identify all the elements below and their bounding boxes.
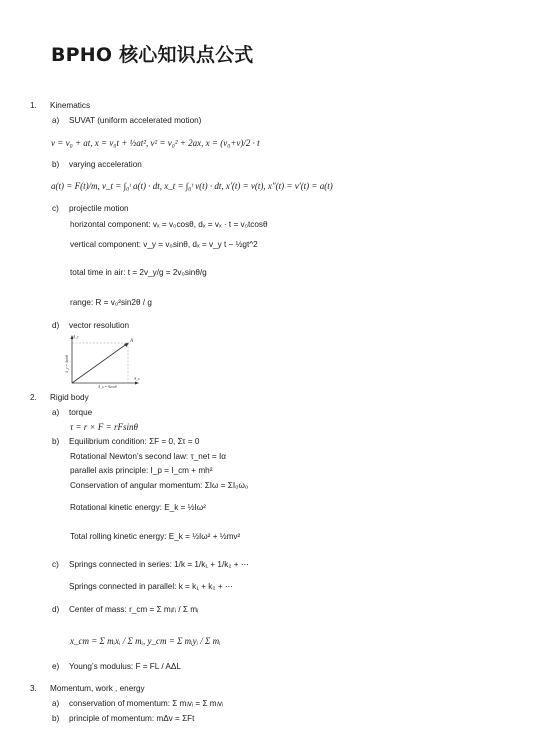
section-heading-rigid-body: Rigid body <box>50 393 89 402</box>
formula-rotational-ke: Rotational kinetic energy: E_k = ½Iω² <box>70 503 206 512</box>
formula-youngs-modulus: Young’s modulus: F = FL / AΔL <box>69 662 181 671</box>
item-marker: e) <box>52 662 60 671</box>
item-label-vector-resolution: vector resolution <box>69 321 130 330</box>
item-marker: d) <box>52 605 60 614</box>
item-marker: a) <box>52 116 60 125</box>
page-title: BPHO 核心知识点公式 <box>51 44 254 66</box>
section-number: 1. <box>30 101 37 110</box>
vector-label: A <box>130 339 134 344</box>
formula-range: range: R = v₀²sin2θ / g <box>70 298 152 307</box>
vx-label: A_x = Acosθ <box>98 385 117 389</box>
item-marker: a) <box>52 408 60 417</box>
formula-springs-series: Springs connected in series: 1/k = 1/k₁ + 1/k₂ + ⋯ <box>69 560 250 569</box>
section-heading-kinematics: Kinematics <box>50 101 91 110</box>
vy-label: A_y = Asinθ <box>65 355 69 373</box>
item-marker: b) <box>52 714 60 723</box>
item-marker: c) <box>52 560 59 569</box>
formula-rotational-newton: Rotational Newton’s second law: τ_net = Iα <box>70 452 226 461</box>
formula-parallel-axis: parallel axis principle: I_p = I_cm + mh² <box>70 466 213 475</box>
formula-equilibrium: Equilibrium condition: ΣF = 0, Στ = 0 <box>69 437 200 446</box>
item-marker: a) <box>52 699 60 708</box>
formula-horizontal-component: horizontal component: vₓ = v₀cosθ, dₓ = vₓ · t = v₀tcosθ <box>70 220 268 229</box>
formula-total-time: total time in air: t = 2v_y/g = 2v₀sinθ/g <box>70 268 207 277</box>
formula-angular-momentum: Conservation of angular momentum: ΣIω = ΣI₀ω₀ <box>70 481 249 490</box>
section-number: 3. <box>30 684 37 693</box>
formula-springs-parallel: Springs connected in parallel: k = k₁ + k₂ + ⋯ <box>69 582 234 591</box>
item-label-suvat: SUVAT (uniform accelerated motion) <box>69 116 202 125</box>
formula-torque: τ = r × F = rFsinθ <box>70 422 138 432</box>
item-label-torque: torque <box>69 408 93 417</box>
formula-varying-acceleration: a(t) = F(t)/m, v_t = ∫₀ᵗ a(t) · dt, x_t = ∫₀ᵗ v(t) · dt, x′(t) = v(t), x″(t) = v′(t) = a(t) <box>51 181 333 191</box>
formula-suvat: v = v₀ + at, x = v₀t + ½at², v² = v₀² + 2ax, x = (v₀+v)/2 · t <box>51 138 260 148</box>
item-marker: d) <box>52 321 60 330</box>
formula-principle-momentum: principle of momentum: mΔv = ΣFt <box>69 714 195 723</box>
item-marker: b) <box>52 437 60 446</box>
formula-rolling-ke: Total rolling kinetic energy: E_k = ½Iω² + ½mv² <box>70 532 241 541</box>
vector-line <box>72 343 128 383</box>
item-marker: b) <box>52 160 60 169</box>
formula-vertical-component: vertical component: v_y = v₀sinθ, dₓ = v_y t − ½gt^2 <box>70 240 258 249</box>
item-label-varying-acceleration: varying acceleration <box>69 160 142 169</box>
x-axis-label: A_x <box>134 377 140 381</box>
formula-center-of-mass: Center of mass: r_cm = Σ mᵢrᵢ / Σ mᵢ <box>69 605 199 614</box>
y-axis-label: A_y <box>73 335 79 339</box>
x-axis-arrowhead <box>135 382 139 385</box>
item-marker: c) <box>52 204 59 213</box>
formula-conservation-momentum: conservation of momentum: Σ mᵢvᵢ = Σ mᵢvᵢ <box>69 699 224 708</box>
section-number: 2. <box>30 393 37 402</box>
formula-cm-xy: x_cm = Σ mᵢxᵢ / Σ mᵢ, y_cm = Σ mᵢyᵢ / Σ mᵢ <box>70 636 221 646</box>
item-label-projectile-motion: projectile motion <box>69 204 129 213</box>
vector-resolution-figure <box>62 333 142 389</box>
section-heading-momentum: Momentum, work , energy <box>50 684 145 693</box>
